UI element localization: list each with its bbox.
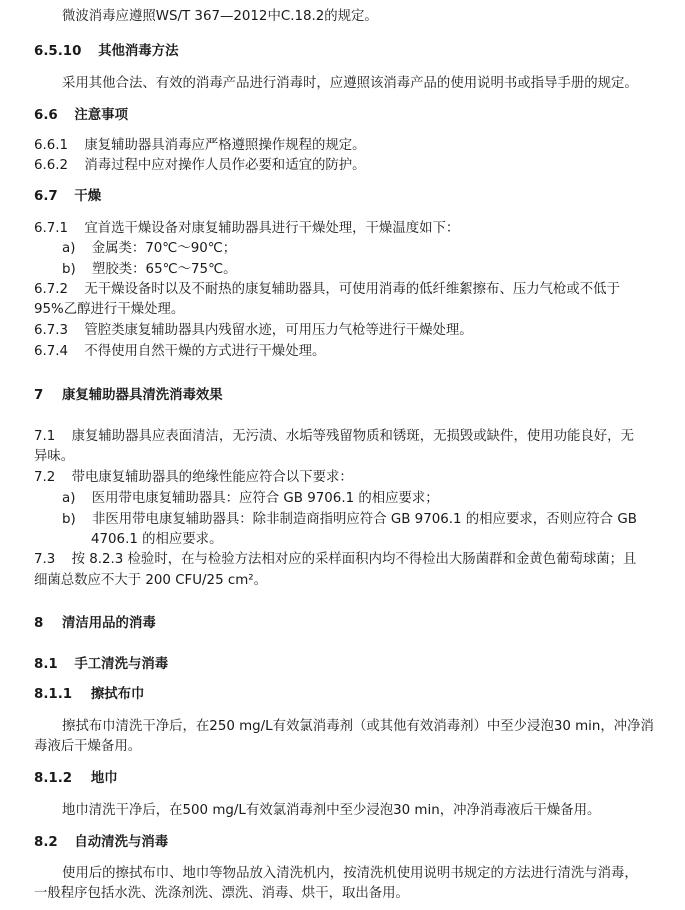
paragraph-line: 采用其他合法、有效的消毒产品进行消毒时，应遵照该消毒产品的使用说明书或指导手册的规定。 (62, 76, 638, 91)
section-title: 手工清洗与消毒 (74, 657, 169, 672)
section-number: 6.5.10 (34, 44, 82, 59)
clause-7-3 (34, 551, 636, 569)
clause-text: 管腔类康复辅助器具内残留水迹，可用压力气枪等进行干燥处理。 (84, 323, 473, 338)
list-item-b (62, 511, 637, 529)
paragraph-line: 地巾清洗干净后，在500 mg/L有效氯消毒剂中至少浸泡30 min，冲净消毒液后干燥备用。 (62, 803, 601, 818)
paragraph-line: 异味。 (34, 449, 75, 464)
paragraph-line: 细菌总数应不大于 200 CFU/25 cm²。 (34, 573, 268, 588)
list-text: 金属类：70℃～90℃； (91, 241, 237, 256)
clause-7-2 (34, 469, 353, 487)
list-text: 非医用带电康复辅助器具：除非制造商指明应符合 GB 9706.1 的相应要求，否则应符合 GB (92, 512, 637, 527)
section-title: 干燥 (74, 189, 102, 204)
paragraph-line: 一般程序包括水洗、洗涤剂洗、漂洗、消毒、烘干，取出备用。 (34, 886, 409, 901)
section-number: 8.2 (34, 835, 58, 850)
clause-text: 按 8.2.3 检验时，在与检验方法相对应的采样面积内均不得检出大肠菌群和金黄色葡萄球菌；且 (71, 552, 637, 567)
clause-number: 6.7.1 (34, 221, 69, 236)
clause-number: 6.7.2 (34, 282, 69, 297)
section-heading-8-1 (34, 656, 168, 674)
clause-text: 康复辅助器具应表面清洁，无污渍、水垢等残留物质和锈斑，无损毁或缺件，使用功能良好，无 (71, 429, 634, 444)
section-number: 8.1 (34, 657, 58, 672)
list-marker: b) (62, 262, 76, 277)
section-heading-8-1-2 (34, 770, 118, 788)
section-heading-8-1-1 (34, 686, 144, 704)
section-heading-6-5-10 (34, 43, 178, 61)
section-title: 自动清洗与消毒 (74, 835, 169, 850)
chapter-heading-7 (34, 387, 223, 405)
clause-6-7-1 (34, 220, 459, 238)
clause-6-7-4 (34, 343, 325, 361)
chapter-heading-8 (34, 615, 156, 633)
section-number: 8.1.1 (34, 687, 73, 702)
list-item-a (62, 240, 236, 258)
clause-text: 康复辅助器具消毒应严格遵照操作规程的规定。 (84, 138, 366, 153)
clause-text: 无干燥设备时以及不耐热的康复辅助器具，可使用消毒的低纤维絮擦布、压力气枪或不低于 (84, 282, 620, 297)
clause-number: 7.1 (34, 429, 56, 444)
list-marker: a) (62, 491, 76, 506)
section-title: 注意事项 (74, 108, 128, 123)
clause-number: 6.6.1 (34, 138, 69, 153)
clause-6-6-1 (34, 137, 366, 155)
paragraph-line: 95%乙醇进行干燥处理。 (34, 302, 185, 317)
section-heading-6-6 (34, 107, 128, 125)
clause-7-1 (34, 428, 634, 446)
section-title: 其他消毒方法 (98, 44, 179, 59)
section-heading-8-2 (34, 834, 168, 852)
list-item-a (62, 490, 439, 508)
section-title: 擦拭布巾 (90, 687, 145, 702)
clause-number: 6.6.2 (34, 158, 69, 173)
clause-number: 6.7.4 (34, 344, 69, 359)
section-number: 8.1.2 (34, 771, 73, 786)
paragraph-line: 微波消毒应遵照WS/T 367—2012中C.18.2的规定。 (62, 9, 378, 24)
chapter-title: 康复辅助器具清洗消毒效果 (62, 388, 223, 403)
section-heading-6-7 (34, 188, 101, 206)
list-text: 塑胶类：65℃～75℃。 (92, 262, 237, 277)
paragraph-line: 4706.1 的相应要求。 (91, 532, 223, 547)
clause-number: 7.2 (34, 470, 56, 485)
list-item-b (62, 261, 237, 279)
clause-number: 6.7.3 (34, 323, 69, 338)
chapter-title: 清洁用品的消毒 (62, 616, 156, 631)
list-marker: a) (62, 241, 76, 256)
clause-text: 带电康复辅助器具的绝缘性能应符合以下要求： (71, 470, 353, 485)
clause-6-7-2 (34, 281, 620, 299)
clause-text: 宜首选干燥设备对康复辅助器具进行干燥处理，干燥温度如下： (84, 221, 460, 236)
section-number: 6.6 (34, 108, 58, 123)
clause-text: 不得使用自然干燥的方式进行干燥处理。 (84, 344, 326, 359)
paragraph-line: 擦拭布巾清洗干净后，在250 mg/L有效氯消毒剂（或其他有效消毒剂）中至少浸泡30 min，冲净消 (62, 719, 654, 734)
paragraph-line: 毒液后干燥备用。 (34, 739, 142, 754)
chapter-number: 8 (34, 616, 44, 631)
section-title: 地巾 (90, 771, 118, 786)
list-marker: b) (62, 512, 76, 527)
clause-number: 7.3 (34, 552, 56, 567)
clause-text: 消毒过程中应对操作人员作必要和适宜的防护。 (84, 158, 366, 173)
clause-6-7-3 (34, 322, 473, 340)
section-number: 6.7 (34, 189, 58, 204)
chapter-number: 7 (34, 388, 44, 403)
clause-6-6-2 (34, 157, 366, 175)
paragraph-line: 使用后的擦拭布巾、地巾等物品放入清洗机内，按清洗机使用说明书规定的方法进行清洗与消毒， (62, 866, 638, 881)
list-text: 医用带电康复辅助器具：应符合 GB 9706.1 的相应要求； (91, 491, 439, 506)
